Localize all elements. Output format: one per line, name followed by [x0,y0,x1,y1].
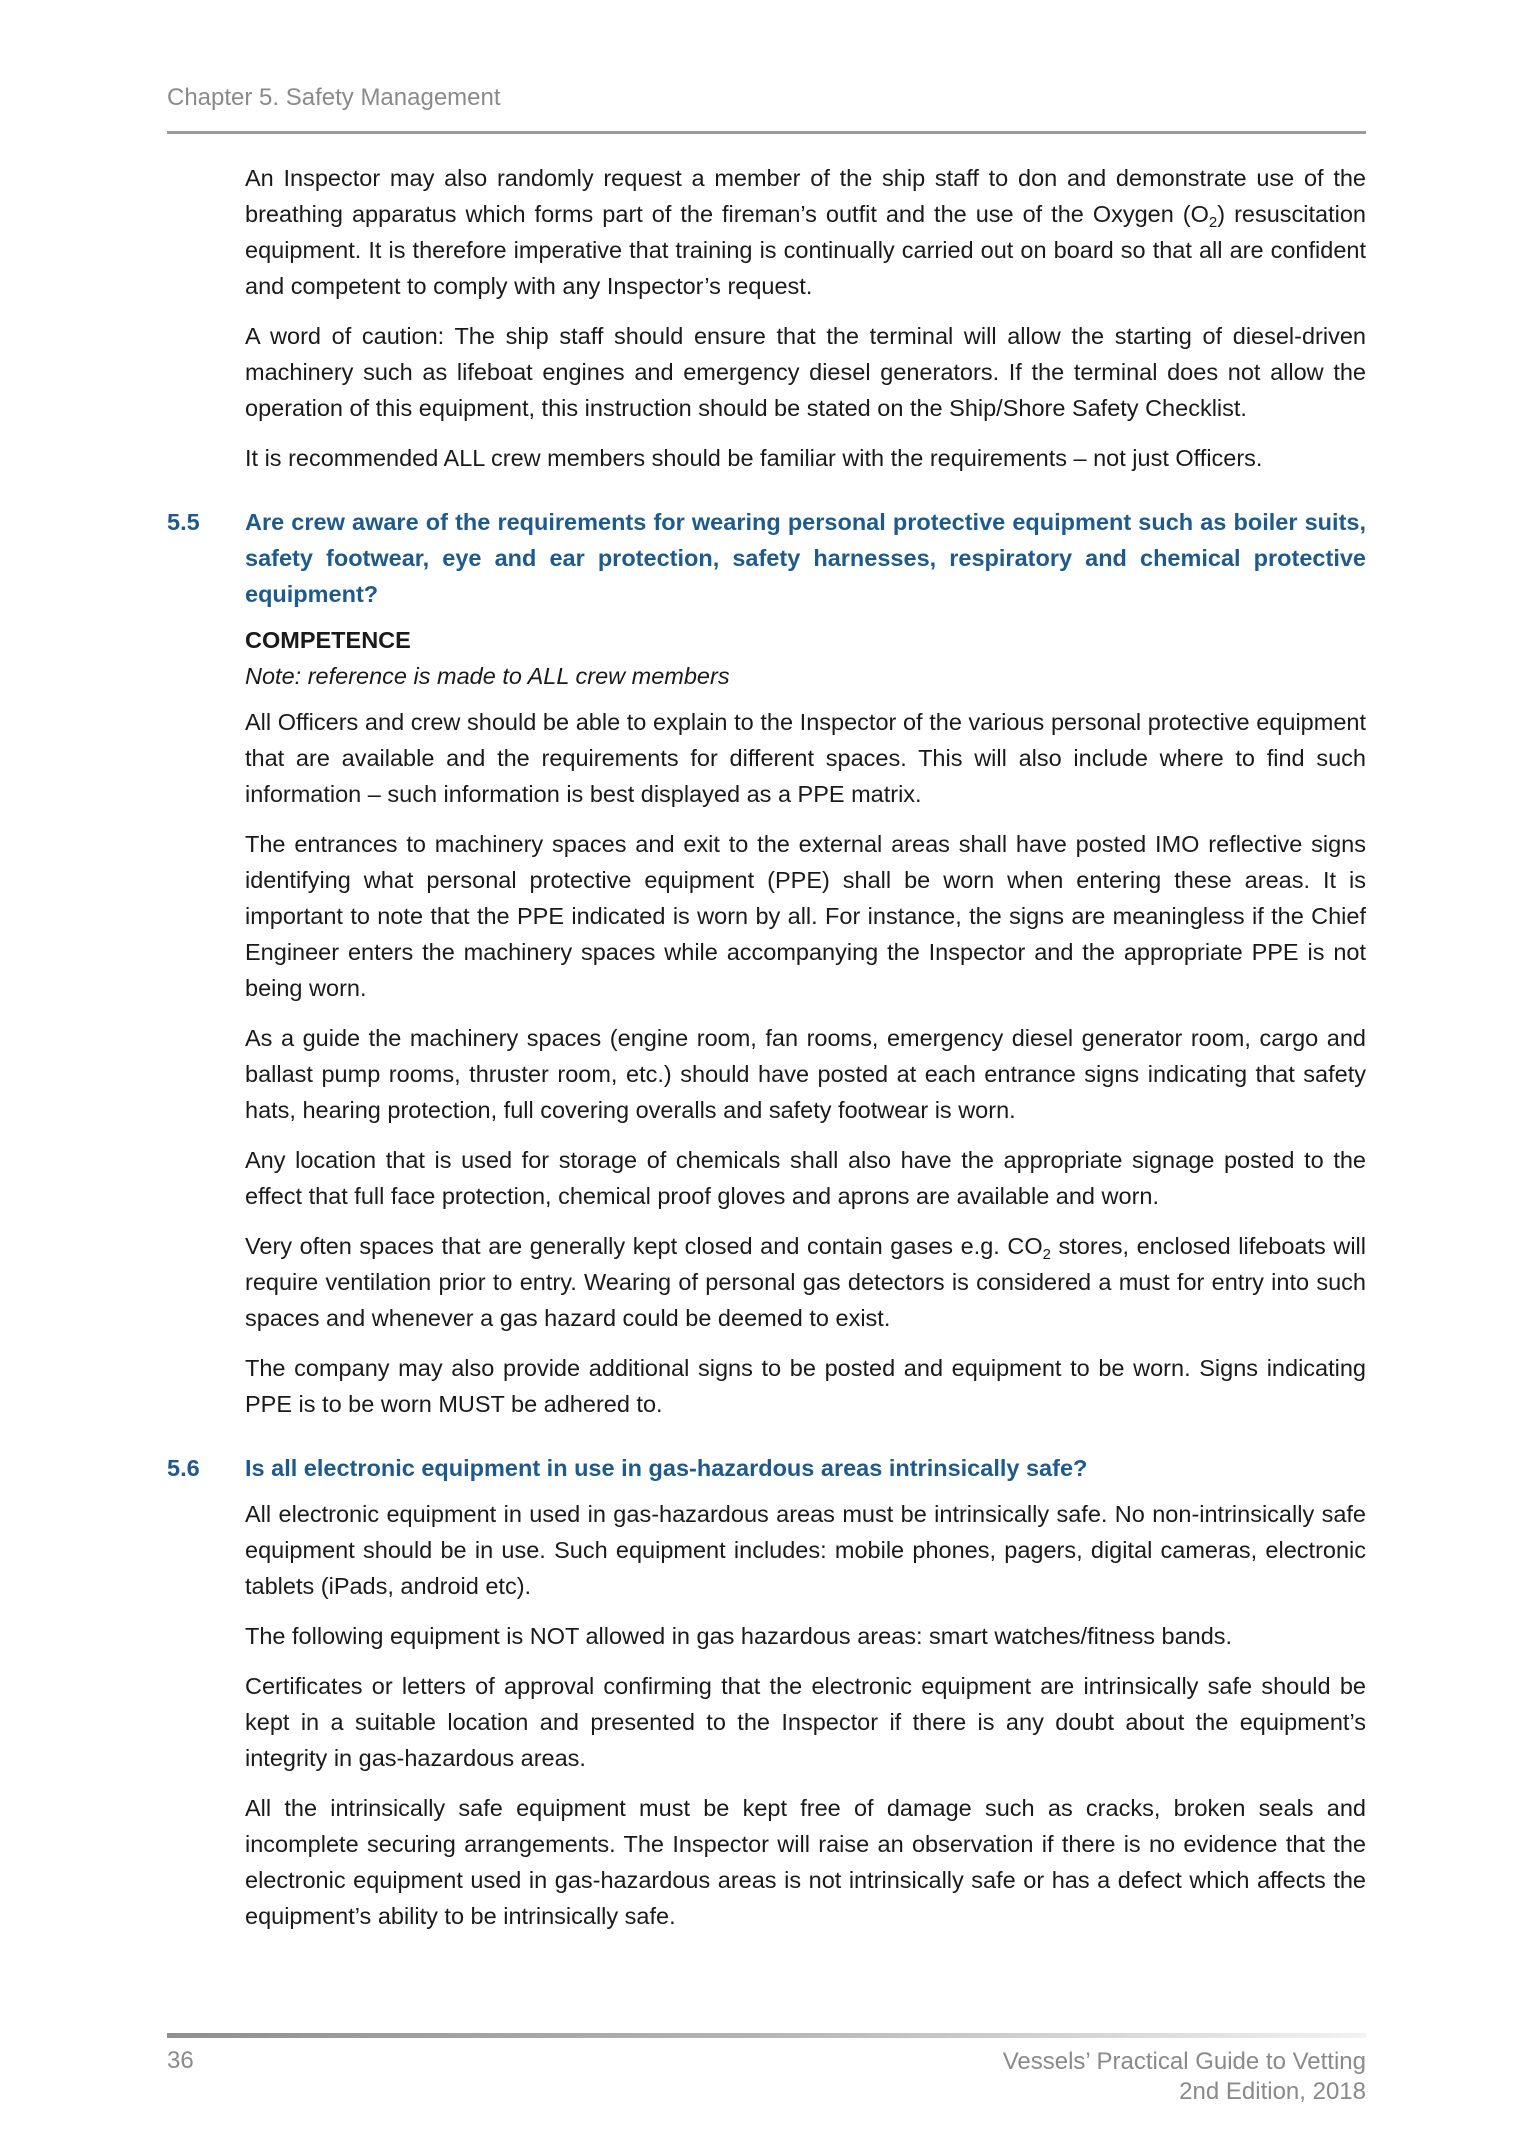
paragraph: Certificates or letters of approval confirming that the electronic equipment are intrinsically safe should be kept in a suitable location and presented to the Inspector if there is any doubt about the equipment’s integrity in gas-hazardous areas. [245,1673,1366,1771]
footer-rule [167,2033,1366,2038]
paragraph: It is recommended ALL crew members should be familiar with the requirements – not just Officers. [245,445,1263,471]
text-run: stores, enclosed lifeboats will require ventilation prior to entry. Wearing of personal gas detectors is considered a must for entry into such spaces and whenever a gas hazard could be deemed to exist. [245,1233,1366,1331]
paragraph: As a guide the machinery spaces (engine room, fan rooms, emergency diesel generator room, cargo and ballast pump rooms, thruster room, etc.) should have posted at each entrance signs indicating that safety hats, hearing protection, full covering overalls and safety footwear is worn. [245,1025,1366,1123]
paragraph [245,160,1366,304]
section-title: Are crew aware of the requirements for wearing personal protective equipment such as boiler suits, safety footwear, eye and ear protection, safety harnesses, respiratory and chemical protective equipment? [245,509,1366,607]
paragraph: All the intrinsically safe equipment must be kept free of damage such as cracks, broken seals and incomplete securing arrangements. The Inspector will raise an observation if there is no evidence that the electronic equipment used in gas-hazardous areas is not intrinsically safe or has a defect which affects the equipment’s ability to be intrinsically safe. [245,1795,1366,1929]
section-number: 5.6 [167,1455,200,1481]
edition-line: 2nd Edition, 2018 [1179,2078,1366,2105]
paragraph: All Officers and crew should be able to explain to the Inspector of the various personal protective equipment that are available and the requirements for different spaces. This will also include where to find such information – such information is best displayed as a PPE matrix. [245,709,1366,807]
subheading: COMPETENCE [245,627,411,653]
note: Note: reference is made to ALL crew members [245,663,730,689]
paragraph: The entrances to machinery spaces and exit to the external areas shall have posted IMO reflective signs identifying what personal protective equipment (PPE) shall be worn when entering these areas. It is important to note that the PPE indicated is worn by all. For instance, the signs are meaningless if the Chief Engineer enters the machinery spaces while accompanying the Inspector and the appropriate PPE is not being worn. [245,831,1366,1001]
running-head: Chapter 5. Safety Management [167,84,501,111]
paragraph: All electronic equipment in used in gas-hazardous areas must be intrinsically safe. No non-intrinsically safe equipment should be in use. Such equipment includes: mobile phones, pagers, digital cameras, electronic tablets (iPads, android etc). [245,1501,1366,1599]
book-title [1003,2047,1366,2107]
book-title-line: Vessels’ Practical Guide to Vetting [1002,2048,1366,2075]
page-content [167,160,1367,1948]
paragraph: Any location that is used for storage of chemicals shall also have the appropriate signage posted to the effect that full face protection, chemical proof gloves and aprons are available and worn. [245,1147,1366,1209]
header-rule [167,131,1366,134]
paragraph: The company may also provide additional signs to be posted and equipment to be worn. Signs indicating PPE is to be worn MUST be adhered to. [245,1355,1366,1417]
text-run: Very often spaces that are generally kept closed and contain gases e.g. CO [245,1233,1043,1259]
text-run: ) resuscitation equipment. It is therefore imperative that training is continually carried out on board so that all are confident and competent to comply with any Inspector’s request. [245,201,1367,299]
paragraph [245,1228,1366,1336]
paragraph: A word of caution: The ship staff should ensure that the terminal will allow the starting of diesel-driven machinery such as lifeboat engines and emergency diesel generators. If the terminal does not allow the operation of this equipment, this instruction should be stated on the Ship/Shore Safety Checklist. [245,323,1366,421]
section-5-5 [167,504,1366,1422]
section-title: Is all electronic equipment in use in gas-hazardous areas intrinsically safe? [245,1455,1088,1481]
paragraph: The following equipment is NOT allowed in gas hazardous areas: smart watches/fitness bands. [245,1623,1233,1649]
subscript: 2 [1042,1246,1051,1263]
page-number: 36 [167,2047,194,2074]
text-run: An Inspector may also randomly request a member of the ship staff to don and demonstrate use of the breathing apparatus which forms part of the fireman’s outfit and the use of the Oxygen (O [245,165,1366,227]
section-5-6 [167,1450,1366,1934]
subscript: 2 [1208,214,1218,231]
section-number: 5.5 [167,509,200,535]
